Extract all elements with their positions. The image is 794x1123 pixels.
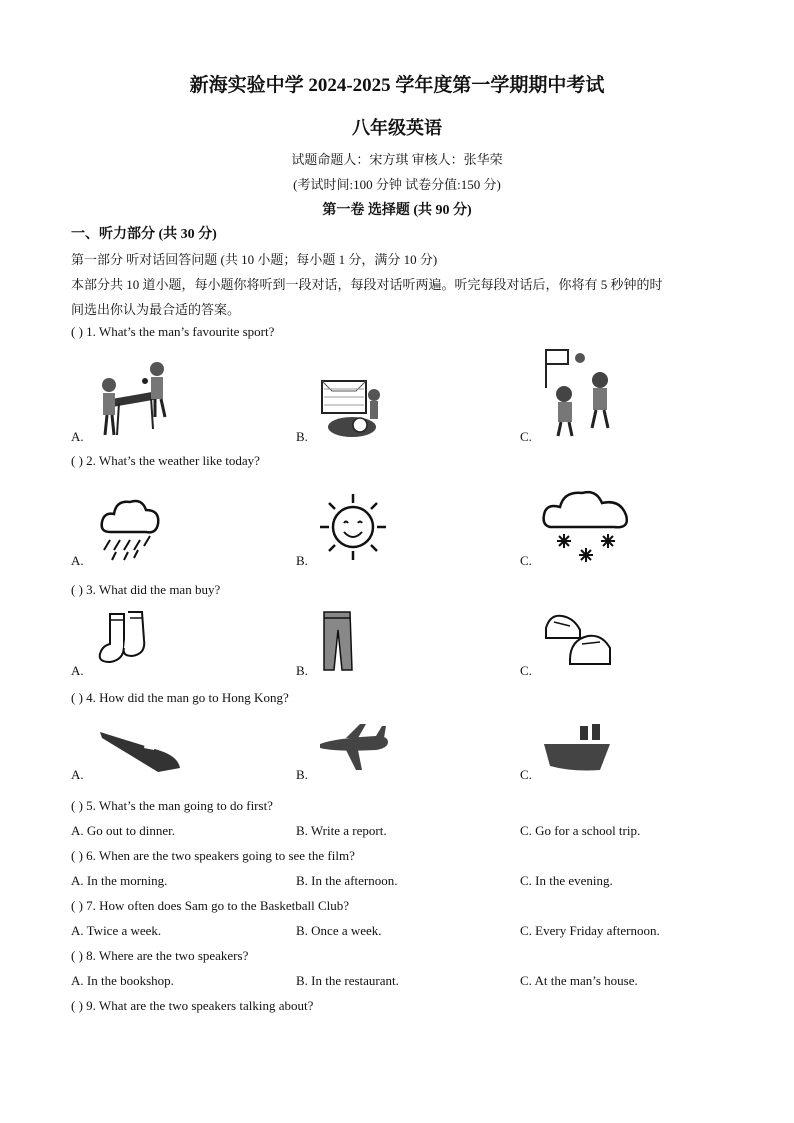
snow-cloud-icon [540, 485, 632, 565]
socks-icon [96, 610, 156, 670]
q7-option-a: A. Twice a week. [71, 923, 162, 938]
smiling-sun-icon [318, 492, 388, 562]
q5-option-a: A. Go out to dinner. [71, 823, 175, 838]
section-heading: 一、听力部分 (共 30 分) [71, 227, 217, 242]
q5-option-c: C. Go for a school trip. [520, 823, 641, 838]
q2-option-b: B. [296, 553, 308, 568]
question-2: ( ) 2. What’s the weather like today? [71, 453, 260, 468]
q2-option-c: C. [520, 553, 532, 568]
q4-option-a: A. [71, 767, 84, 782]
q4-option-b: B. [296, 767, 308, 782]
question-7: ( ) 7. How often does Sam go to the Basketball Club? [71, 898, 350, 913]
exam-authors: 试题命题人：宋方琪 审核人：张华荣 [291, 152, 503, 167]
question-1: ( ) 1. What’s the man’s favourite sport? [71, 324, 275, 339]
sneakers-icon [540, 608, 616, 670]
question-4: ( ) 4. How did the man go to Hong Kong? [71, 690, 289, 705]
q1-option-a: A. [71, 429, 84, 444]
part1-heading: 第一部分 听对话回答问题 (共 10 小题；每小题 1 分，满分 10 分) [71, 252, 438, 267]
exam-title: 新海实验中学 2024-2025 学年度第一学期期中考试 [189, 75, 605, 96]
ship-icon [542, 722, 612, 774]
exam-time-score: (考试时间:100 分钟 试卷分值:150 分) [293, 177, 501, 192]
q6-option-c: C. In the evening. [520, 873, 613, 888]
q1-option-c: C. [520, 429, 532, 444]
q8-option-c: C. At the man’s house. [520, 973, 638, 988]
question-8: ( ) 8. Where are the two speakers? [71, 948, 249, 963]
q7-option-b: B. Once a week. [296, 923, 382, 938]
q3-option-c: C. [520, 663, 532, 678]
rain-cloud-icon [98, 492, 164, 562]
question-9: ( ) 9. What are the two speakers talking about? [71, 998, 314, 1013]
high-speed-train-icon [98, 728, 184, 776]
q3-option-b: B. [296, 663, 308, 678]
trousers-icon [320, 610, 356, 672]
q3-option-a: A. [71, 663, 84, 678]
instructions-line2: 间选出你认为最合适的答案。 [71, 302, 241, 317]
exam-subtitle: 八年级英语 [352, 118, 442, 138]
question-5: ( ) 5. What’s the man going to do first? [71, 798, 273, 813]
q6-option-b: B. In the afternoon. [296, 873, 398, 888]
q8-option-a: A. In the bookshop. [71, 973, 174, 988]
question-6: ( ) 6. When are the two speakers going to see the film? [71, 848, 355, 863]
soccer-goal-icon [318, 377, 386, 441]
q2-option-a: A. [71, 553, 84, 568]
basketball-kids-icon [542, 348, 618, 440]
instructions-line1: 本部分共 10 道小题，每小题你将听到一段对话，每段对话听两遍。听完每段对话后，你将有 5 秒钟的时 [71, 277, 663, 292]
q7-option-c: C. Every Friday afternoon. [520, 923, 660, 938]
table-tennis-players-icon [95, 355, 175, 440]
airplane-icon [316, 722, 392, 774]
q4-option-c: C. [520, 767, 532, 782]
volume-heading: 第一卷 选择题 (共 90 分) [322, 203, 472, 218]
q6-option-a: A. In the morning. [71, 873, 168, 888]
question-3: ( ) 3. What did the man buy? [71, 582, 221, 597]
q1-option-b: B. [296, 429, 308, 444]
q8-option-b: B. In the restaurant. [296, 973, 399, 988]
q5-option-b: B. Write a report. [296, 823, 387, 838]
